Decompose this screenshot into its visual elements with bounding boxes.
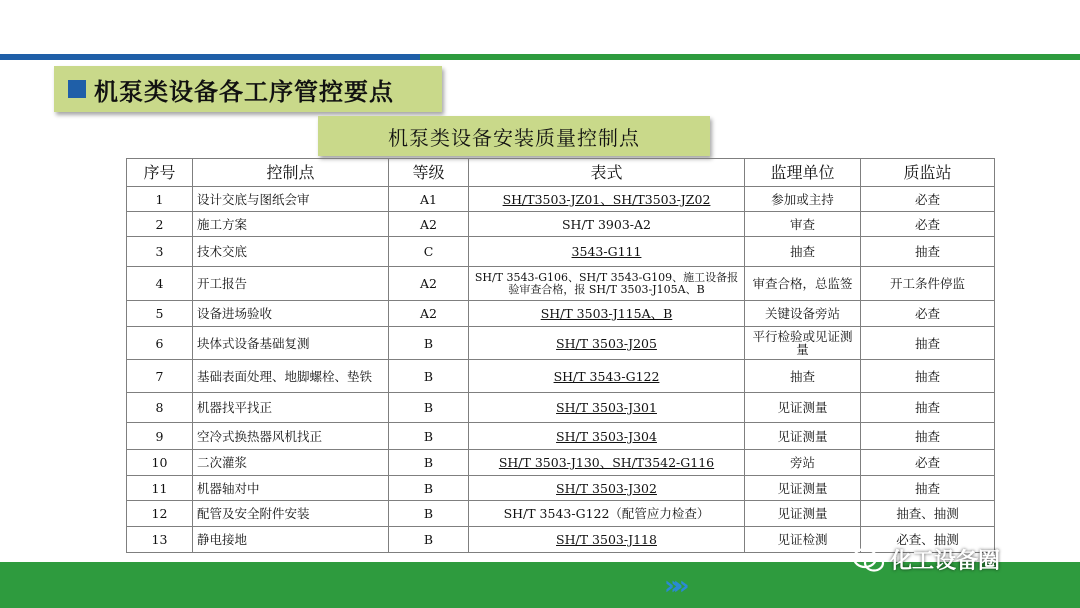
cell-supervision-unit: 见证测量 <box>745 423 861 450</box>
table-row <box>127 393 995 423</box>
cell-supervision-unit: 见证测量 <box>745 476 861 501</box>
table-caption: 机泵类设备安装质量控制点 <box>388 125 640 150</box>
slide-title-banner <box>54 66 442 112</box>
cell-no: 7 <box>127 360 193 393</box>
cell-supervision-unit: 见证测量 <box>745 501 861 527</box>
cell-quality-station: 抽查 <box>861 423 995 450</box>
table-row <box>127 423 995 450</box>
cell-grade: B <box>389 393 469 423</box>
cell-control-point: 机器轴对中 <box>193 476 389 501</box>
cell-grade: B <box>389 476 469 501</box>
table-row <box>127 476 995 501</box>
cell-supervision-unit: 平行检验或见证测量 <box>745 327 861 360</box>
cell-no: 12 <box>127 501 193 527</box>
cell-grade: A2 <box>389 267 469 301</box>
table-row <box>127 450 995 476</box>
cell-quality-station: 必查 <box>861 187 995 212</box>
cell-control-point: 施工方案 <box>193 212 389 237</box>
header-control-point: 控制点 <box>193 159 389 187</box>
cell-form-link[interactable]: SH/T 3503-J205 <box>469 327 745 360</box>
cell-quality-station: 抽查 <box>861 360 995 393</box>
slide-title: 机泵类设备各工序管控要点 <box>94 77 394 106</box>
cell-control-point: 空冷式换热器风机找正 <box>193 423 389 450</box>
cell-no: 6 <box>127 327 193 360</box>
cell-control-point: 设计交底与图纸会审 <box>193 187 389 212</box>
cell-form-link[interactable]: SH/T3503-JZ01、SH/T3503-JZ02 <box>469 187 745 212</box>
cell-control-point: 静电接地 <box>193 527 389 553</box>
cell-grade: B <box>389 423 469 450</box>
cell-control-point: 设备进场验收 <box>193 301 389 327</box>
cell-grade: B <box>389 360 469 393</box>
table-row <box>127 301 995 327</box>
cell-supervision-unit: 见证测量 <box>745 393 861 423</box>
cell-quality-station: 必查 <box>861 450 995 476</box>
cell-form-link[interactable]: SH/T 3543-G106、SH/T 3543-G109、施工设备报验审查合格，报 SH/T 3503-J105A、B <box>469 267 745 301</box>
cell-quality-station: 开工条件停监 <box>861 267 995 301</box>
cell-quality-station: 抽查 <box>861 237 995 267</box>
cell-control-point: 机器找平找正 <box>193 393 389 423</box>
table-row <box>127 267 995 301</box>
cell-supervision-unit: 审查 <box>745 212 861 237</box>
cell-no: 3 <box>127 237 193 267</box>
cell-no: 9 <box>127 423 193 450</box>
cell-grade: A2 <box>389 212 469 237</box>
table-row <box>127 237 995 267</box>
top-accent-bar-blue <box>0 54 420 60</box>
top-accent-bar <box>0 54 1080 60</box>
cell-supervision-unit: 参加或主持 <box>745 187 861 212</box>
cell-quality-station: 必查、抽测 <box>861 527 995 553</box>
cell-quality-station: 必查 <box>861 212 995 237</box>
table-row <box>127 187 995 212</box>
title-bullet-square <box>68 80 86 98</box>
cell-grade: C <box>389 237 469 267</box>
cell-grade: B <box>389 527 469 553</box>
cell-grade: A1 <box>389 187 469 212</box>
cell-quality-station: 抽查、抽测 <box>861 501 995 527</box>
cell-grade: B <box>389 327 469 360</box>
cell-control-point: 二次灌浆 <box>193 450 389 476</box>
watermark-text: 化工设备圈 <box>890 549 1001 574</box>
cell-no: 4 <box>127 267 193 301</box>
table-row <box>127 501 995 527</box>
cell-quality-station: 抽查 <box>861 393 995 423</box>
cell-no: 1 <box>127 187 193 212</box>
cell-supervision-unit: 抽查 <box>745 237 861 267</box>
cell-form-link[interactable]: SH/T 3503-J115A、B <box>469 301 745 327</box>
cell-supervision-unit: 审查合格，总监签 <box>745 267 861 301</box>
cell-no: 11 <box>127 476 193 501</box>
cell-control-point: 配管及安全附件安装 <box>193 501 389 527</box>
cell-supervision-unit: 关键设备旁站 <box>745 301 861 327</box>
next-slide-arrows-icon[interactable]: »» <box>664 571 682 601</box>
cell-supervision-unit: 见证检测 <box>745 527 861 553</box>
cell-no: 10 <box>127 450 193 476</box>
cell-quality-station: 必查 <box>861 301 995 327</box>
header-grade: 等级 <box>389 159 469 187</box>
cell-control-point: 开工报告 <box>193 267 389 301</box>
table-header-row <box>127 159 995 187</box>
header-form: 表式 <box>469 159 745 187</box>
control-points-table <box>126 158 995 553</box>
cell-form-link[interactable]: SH/T 3503-J302 <box>469 476 745 501</box>
cell-form-link[interactable]: SH/T 3503-J304 <box>469 423 745 450</box>
header-supervision-unit: 监理单位 <box>745 159 861 187</box>
cell-grade: B <box>389 501 469 527</box>
cell-quality-station: 抽查 <box>861 327 995 360</box>
cell-form-link[interactable]: 3543-G111 <box>469 237 745 267</box>
cell-control-point: 技术交底 <box>193 237 389 267</box>
table-row <box>127 212 995 237</box>
cell-no: 8 <box>127 393 193 423</box>
cell-form-link[interactable]: SH/T 3543-G122 <box>469 360 745 393</box>
header-no: 序号 <box>127 159 193 187</box>
cell-grade: A2 <box>389 301 469 327</box>
cell-supervision-unit: 旁站 <box>745 450 861 476</box>
cell-form-link[interactable]: SH/T 3503-J118 <box>469 527 745 553</box>
cell-quality-station: 抽查 <box>861 476 995 501</box>
cell-grade: B <box>389 450 469 476</box>
cell-control-point: 块体式设备基础复测 <box>193 327 389 360</box>
top-accent-bar-green <box>420 54 1080 60</box>
header-quality-station: 质监站 <box>861 159 995 187</box>
table-caption-banner <box>318 116 710 156</box>
cell-form-link[interactable]: SH/T 3903-A2 <box>469 212 745 237</box>
cell-no: 2 <box>127 212 193 237</box>
watermark <box>852 544 1000 575</box>
cell-no: 5 <box>127 301 193 327</box>
cell-form-link[interactable]: SH/T 3503-J301 <box>469 393 745 423</box>
wechat-icon <box>852 547 886 573</box>
cell-supervision-unit: 抽查 <box>745 360 861 393</box>
table-row <box>127 327 995 360</box>
cell-control-point: 基础表面处理、地脚螺栓、垫铁 <box>193 360 389 393</box>
cell-no: 13 <box>127 527 193 553</box>
table-row <box>127 360 995 393</box>
cell-form-link[interactable]: SH/T 3543-G122（配管应力检查） <box>469 501 745 527</box>
cell-form-link[interactable]: SH/T 3503-J130、SH/T3542-G116 <box>469 450 745 476</box>
